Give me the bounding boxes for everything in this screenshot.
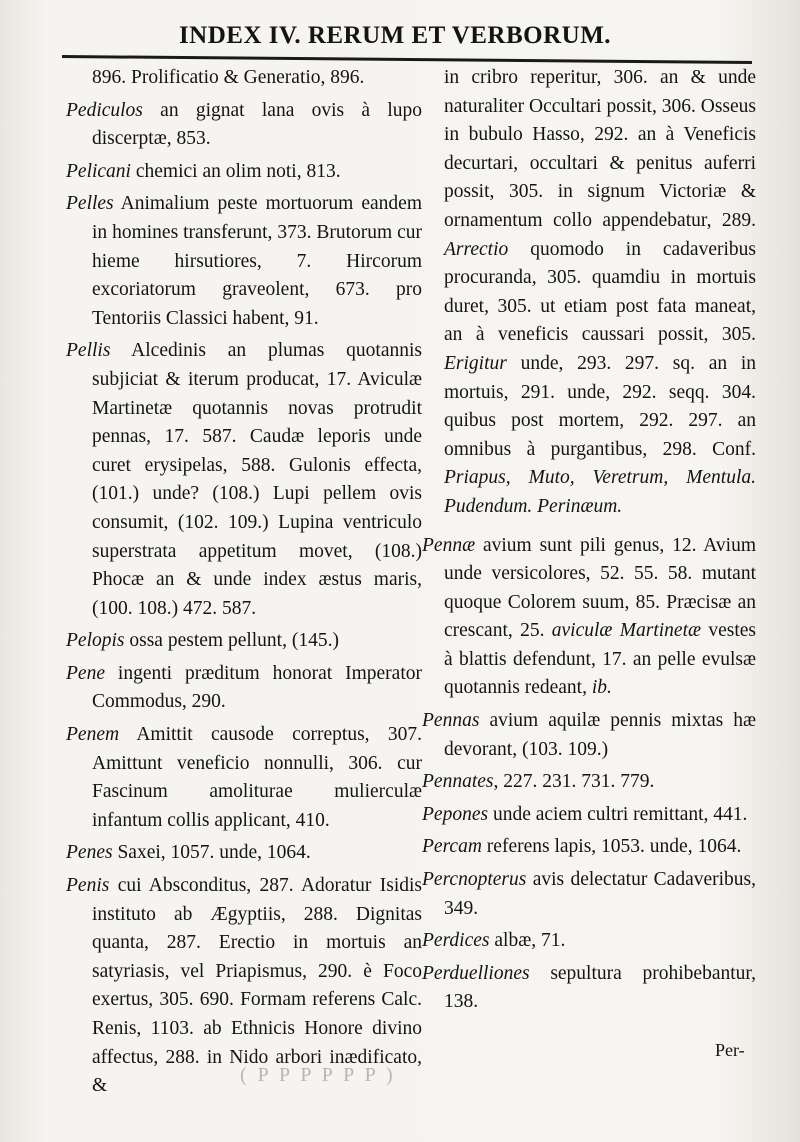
index-entry: Pelopis ossa pestem pellunt, (145.) bbox=[66, 630, 339, 652]
catchword: Per- bbox=[715, 1040, 745, 1060]
index-entry: in cribro reperitur, 306. an & unde naturaliter Occultari possit, 306. Osseus in bubulo Hasso, 292. an à Veneficis decurtari, occultari & penitus auferri possit, 305. in signum Victoriæ & ornamentum collo appendebatur, 289. Arrectio quomodo in cadaveribus procuranda, 305. quamdiu in mortuis duret, 305. ut etiam post fata maneat, an à veneficis caussari possit, 305. Erigitur unde, 293. 297. sq. an in mortuis, 291. unde, 292. seqq. 304. quibus post mortem, 292. 297. an omnibus à purgantibus, 298. Conf. Priapus, Muto, Veretrum, Mentula. Pudendum. Perinæum. bbox=[444, 67, 756, 517]
index-entry: Pene ingenti præditum honorat Imperator Commodus, 290. bbox=[66, 662, 422, 713]
index-entry: Pennates, 227. 231. 731. 779. bbox=[422, 771, 655, 793]
index-entry: Pennæ avium sunt pili genus, 12. Avium unde versicolores, 52. 55. 58. mutant quoque Colorem suum, 85. Præcisæ an crescant, 25. aviculæ Martinetæ vestes à blattis defendunt, 17. an pelle evulsæ quotannis redeant, ib. bbox=[422, 534, 756, 699]
index-entry: Pepones unde aciem cultri remittant, 441. bbox=[422, 803, 748, 825]
index-entry: Pelles Animalium peste mortuorum eandem in homines transferunt, 373. Brutorum cur hieme hirsutiores, 7. Hircorum excoriatorum graveolent, 673. pro Tentoriis Classici habent, 91. bbox=[66, 193, 422, 329]
index-entry: Pediculos an gignat lana ovis à lupo discerptæ, 853. bbox=[66, 99, 422, 150]
right-column bbox=[422, 64, 756, 1021]
index-entry: Penis cui Absconditus, 287. Adoratur Isidis instituto ab Ægyptiis, 288. Dignitas quanta, 287. Erectio in mortuis an satyriasis, vel Priapismus, 290. è Foco exertus, 305. 690. Formam referens Calc. Renis, 1103. ab Ethnicis Honore divino affectus, 288. in Nido arbori inædificato, & bbox=[66, 875, 422, 1097]
index-entry: Percam referens lapis, 1053. unde, 1064. bbox=[422, 836, 742, 858]
index-entry: Perdices albæ, 71. bbox=[422, 930, 566, 952]
index-entry: Perduelliones sepultura prohibebantur, 138. bbox=[422, 962, 756, 1013]
index-entry: Penes Saxei, 1057. unde, 1064. bbox=[66, 842, 311, 864]
index-entry: Pelicani chemici an olim noti, 813. bbox=[66, 160, 341, 182]
index-entry: Penem Amittit causode correptus, 307. Amittunt veneficio nonnulli, 306. cur Fascinum amoliturae mulierculæ infantum collis applicant, 410. bbox=[66, 724, 422, 831]
library-stamp: ( P P P P P P ) bbox=[240, 1064, 396, 1086]
header-rule bbox=[62, 55, 752, 64]
index-entry: Pellis Alcedinis an plumas quotannis subjiciat & iterum producat, 17. Aviculæ Martinetæ quotannis novas protrudit pennas, 17. 587. Caudæ leporis unde curet erysipelas, 588. Gulonis effecta, (101.) unde? (108.) Lupi pellem ovis consumit, (102. 109.) Lupina ventriculo superstrata appetitum movet, (108.) Phocæ an & unde index æstus maris, (100. 108.) 472. 587. bbox=[66, 340, 422, 619]
page-header: INDEX IV. RERUM ET VERBORUM. bbox=[178, 22, 612, 49]
index-entry: Pennas avium aquilæ pennis mixtas hæ devorant, (103. 109.) bbox=[422, 710, 756, 760]
index-entry: Percnopterus avis delectatur Cadaveribus, 349. bbox=[422, 869, 756, 919]
left-column bbox=[66, 64, 422, 1105]
index-entry: 896. Prolificatio & Generatio, 896. bbox=[92, 67, 365, 88]
